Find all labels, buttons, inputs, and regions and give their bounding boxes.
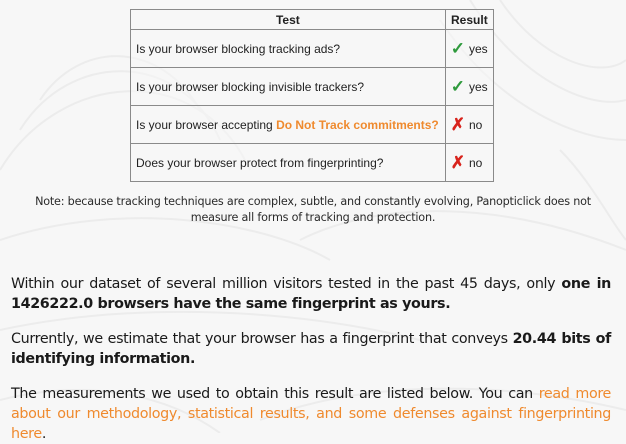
test-cell bbox=[131, 68, 446, 106]
check-icon: ✓ bbox=[450, 39, 465, 58]
test-cell bbox=[131, 30, 446, 68]
test-cell bbox=[131, 144, 446, 182]
result-cell bbox=[445, 30, 493, 68]
result-value: no bbox=[468, 155, 483, 170]
cross-icon: ✗ bbox=[450, 115, 465, 134]
measurements-end: . bbox=[41, 426, 47, 442]
table-row bbox=[131, 68, 494, 106]
tracking-results-table bbox=[130, 9, 494, 182]
bits-summary bbox=[11, 329, 611, 369]
table-row bbox=[131, 30, 494, 68]
cross-icon: ✗ bbox=[450, 153, 465, 172]
measurements-intro bbox=[11, 384, 611, 444]
result-value: yes bbox=[468, 79, 488, 94]
bits-statement: 20.44 bits of identifying information. bbox=[11, 331, 612, 367]
test-question: Does your browser protect from fingerprinting? bbox=[136, 155, 384, 170]
test-question: Is your browser blocking invisible trackers? bbox=[136, 79, 365, 94]
result-value: yes bbox=[468, 41, 488, 56]
test-question: Is your browser blocking tracking ads? bbox=[136, 41, 341, 56]
uniqueness-statement: one in 1426222.0 browsers have the same fingerprint as yours. bbox=[11, 276, 611, 312]
bits-text: Currently, we estimate that your browser has a fingerprint that conveys bbox=[11, 331, 513, 347]
tracking-note: Note: because tracking techniques are complex, subtle, and constantly evolving, Panopticlick does not measure all forms of tracking and protection. bbox=[35, 195, 591, 224]
dataset-summary bbox=[11, 274, 611, 314]
test-cell bbox=[131, 106, 446, 144]
table-header-row bbox=[131, 10, 494, 30]
check-icon: ✓ bbox=[450, 77, 465, 96]
result-cell bbox=[445, 68, 493, 106]
measurements-text: The measurements we used to obtain this result are listed below. You can bbox=[11, 386, 539, 402]
result-cell bbox=[445, 106, 493, 144]
result-cell bbox=[445, 144, 493, 182]
dataset-text: Within our dataset of several million visitors tested in the past 45 days, only bbox=[11, 276, 562, 292]
do-not-track-link[interactable]: Do Not Track commitments? bbox=[276, 117, 439, 132]
header-result: Result bbox=[445, 10, 493, 30]
table-row bbox=[131, 106, 494, 144]
table-row bbox=[131, 144, 494, 182]
header-test: Test bbox=[131, 10, 446, 30]
test-question: Is your browser accepting bbox=[136, 117, 277, 132]
result-value: no bbox=[468, 117, 483, 132]
methodology-link[interactable]: read more about our methodology, statistical results, and some defenses against fingerprinting here bbox=[11, 386, 612, 442]
